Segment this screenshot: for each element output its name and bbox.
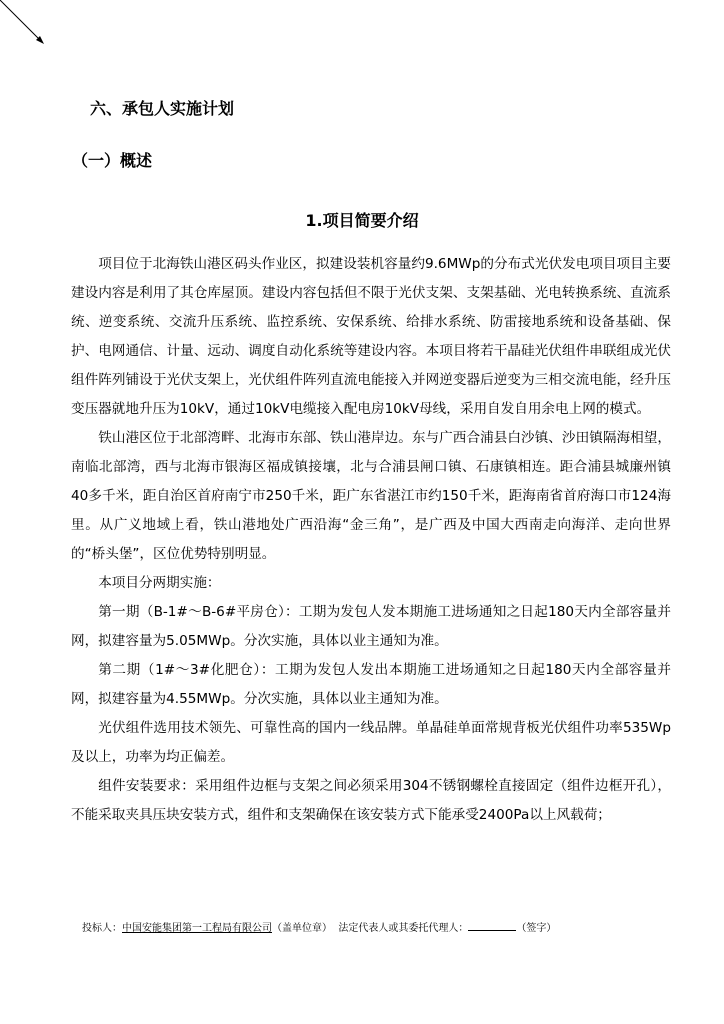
paragraph-location: 铁山港区位于北部湾畔、北海市东部、铁山港岸边。东与广西合浦县白沙镇、沙田镇隔海相望，南临北部湾，西与北海市银海区福成镇接壤，北与合浦县闸口镇、石康镇相连。距合浦县城廉州镇40多千米，距自治区首府南宁市250千米，距广东省湛江市约150千米，距海南省首府海口市124海里。从广义地域上看，铁山港地处广西沿海“金三角”，是广西及中国大西南走向海洋、走向世界的“桥头堡”，区位优势特别明显。	[71, 430, 671, 562]
paragraph-phase-one: 第一期（B-1#～B-6#平房仓）：工期为发包人发本期施工进场通知之日起180天内全部容量并网，拟建容量为5.05MWp。分次实施，具体以业主通知为准。	[71, 604, 671, 649]
footer-sign-note: （签字）	[516, 923, 557, 934]
document-body	[71, 250, 671, 830]
item-heading: 1.项目简要介绍	[305, 211, 419, 230]
paragraph-installation: 组件安装要求：采用组件边框与支架之间必须采用304不锈钢螺栓直接固定（组件边框开孔），不能采取夹具压块安装方式，组件和支架确保在该安装方式下能承受2400Pa以上风载荷；	[71, 778, 671, 823]
footer-bidder-name: 中国安能集团第一工程局有限公司	[122, 923, 272, 934]
paragraph-phases-intro: 本项目分两期实施：	[98, 575, 221, 591]
paragraph-phase-two: 第二期（1#～3#化肥仓）：工期为发包人发出本期施工进场通知之日起180天内全部容量并网，拟建容量为4.55MWp。分次实施，具体以业主通知为准。	[71, 662, 671, 707]
paragraph-project-overview: 项目位于北海铁山港区码头作业区，拟建设装机容量约9.6MWp的分布式光伏发电项目项目主要建设内容是利用了其仓库屋顶。建设内容包括但不限于光伏支架、支架基础、光电转换系统、直流系统、逆变系统、交流升压系统、监控系统、安保系统、给排水系统、防雷接地系统和设备基础、保护、电网通信、计量、远动、调度自动化系统等建设内容。本项目将若干晶硅光伏组件串联组成光伏组件阵列铺设于光伏支架上，光伏组件阵列直流电能接入并网逆变器后逆变为三相交流电能，经升压变压器就地升压为10kV，通过10kV电缆接入配电房10kV母线，采用自发自用余电上网的模式。	[71, 256, 671, 417]
signature-blank	[468, 920, 516, 931]
corner-arrow-icon	[0, 0, 50, 50]
footer-rep-label: 法定代表人或其委托代理人：	[338, 923, 469, 934]
paragraph-pv-modules: 光伏组件选用技术领先、可靠性高的国内一线品牌。单晶硅单面常规背板光伏组件功率535Wp及以上，功率为均正偏差。	[71, 720, 671, 765]
footer-seal-note: （盖单位章）	[272, 923, 332, 934]
footer-bidder-label: 投标人：	[82, 923, 122, 934]
page-footer	[82, 920, 556, 937]
section-heading: 六、承包人实施计划	[90, 99, 235, 118]
subsection-heading: （一）概述	[72, 151, 153, 170]
